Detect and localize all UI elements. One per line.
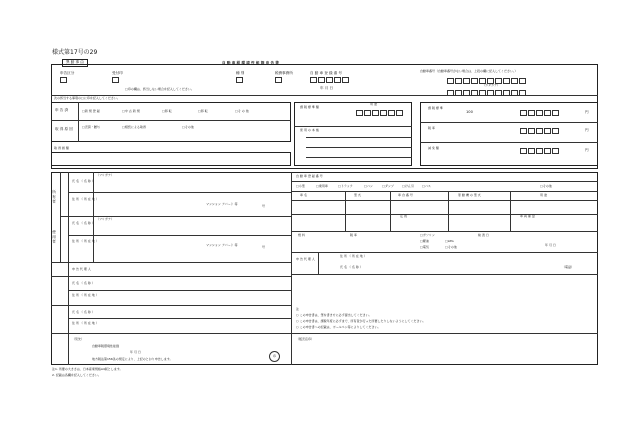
form-number: 様式第17号の29 [52, 49, 98, 56]
tax-calc-box [420, 102, 598, 166]
purpose-row1-opt2[interactable]: □中 古 新 規 [122, 109, 140, 113]
address-label-4: 住 所 （ 所 在 地 ） [72, 321, 99, 325]
user-section-label: 使 用 者 [52, 230, 57, 244]
type-label: 種 別 [236, 71, 245, 75]
purpose-row2-opt3[interactable]: □その他 [182, 125, 194, 129]
bottom-label-1: （宛先） [72, 337, 85, 341]
inspection-label: 検 査 日 [478, 233, 489, 237]
tax-office-label: 申告区分 [60, 71, 75, 75]
tax-base-label: 課 税 標 準 額 [300, 105, 319, 109]
note-check: □印の欄は、該当しない場合を記入してください。 [125, 87, 194, 91]
agent-label: 申 告 代 理 人 [296, 257, 315, 261]
name-label-1: 氏 名 （ 名 称 ） [72, 179, 95, 183]
body-type-opt4[interactable]: □バン [364, 184, 373, 188]
body-type-opt6[interactable]: □けん引 [402, 184, 414, 188]
fuel-opt1[interactable]: □ガソリン [420, 233, 435, 237]
right-tax-cells[interactable] [520, 110, 559, 116]
usage-label: 用 途 [370, 102, 377, 106]
acquisition-note: 取 得 価 額 [54, 146, 69, 150]
vehicle-number-label-top: 自 動 車 登 録 番 号 [310, 71, 343, 75]
seal-label: 印 [273, 354, 277, 358]
vehicle-col-2: 型 式 [354, 193, 361, 197]
right-tax-label: 課 税 標 準 [428, 106, 443, 110]
reception-label: 受付印 [112, 71, 123, 75]
currency-1: 円 [585, 110, 589, 114]
acquisition-box [51, 152, 291, 166]
date-right: 年 月 日 [545, 243, 556, 247]
body-type-opt7[interactable]: □バス [422, 184, 431, 188]
purpose-row1-opt1[interactable]: □新 規 登 録 [82, 109, 100, 113]
purpose-row1-opt4[interactable]: □移 転 [198, 109, 208, 113]
right-reduce-label: 減 免 額 [428, 146, 439, 150]
date-bottom: 年 月 日 [130, 350, 141, 354]
capacity-label: 定 員 [400, 214, 407, 218]
furigana-label-1: （フリガナ） [96, 173, 114, 177]
section-header: 異 動 事 由 [62, 59, 88, 67]
currency-2: 円 [585, 128, 589, 132]
fuel-label: 燃 料 [298, 233, 305, 237]
furigana-label-2: （フリガナ） [96, 217, 114, 221]
mansion-label-2: マンション アパート 等 [206, 243, 238, 247]
date-label-top: 年 月 日 [320, 86, 334, 90]
agent-phone-label: （電話） [562, 265, 575, 269]
note-1: ○ この申告書は、筆を書き方に必ず提出してください。 [296, 313, 372, 317]
name-label-4: 氏 名 （ 名 称 ） [72, 310, 95, 314]
vehicle-col-3: 車 台 番 号 [398, 193, 413, 197]
address-label-1: 住 所 （ 所 在 地 ） [72, 197, 99, 201]
kana-label: （カタカナ） [482, 83, 501, 87]
name-label-2: 氏 名 （ 名 称 ） [72, 221, 95, 225]
purpose-heading: 次の該当する事項の□に印を記入してください。 [54, 96, 120, 100]
bottom-label-3: 地方税法第156条の規定により、上記のとおり申告します。 [92, 357, 173, 361]
dealer-label: （販売店印） [296, 337, 315, 341]
purpose-row2-opt2[interactable]: □相続による取得 [122, 125, 146, 129]
fuel-opt5[interactable]: □その他 [445, 245, 457, 249]
bottom-label-2: 自動車税環境性能割 [92, 344, 120, 348]
room-label-1: 号 [262, 204, 266, 208]
notes-heading: 注 [296, 307, 300, 311]
address-label-2: 住 所 （ 所 在 地 ） [72, 239, 99, 243]
tax-office-cells[interactable] [60, 77, 67, 83]
weight-label: 車 両 重 量 [520, 214, 535, 218]
right-note: 自動車番号（自動車番号がない場合は、上段の欄に記入してください。） [420, 69, 518, 73]
address-label-3: 住 所 （ 所 在 地 ） [72, 293, 99, 297]
room-label-2: 号 [262, 245, 266, 249]
fuel-opt3[interactable]: □LPG [445, 239, 454, 243]
vehicle-number-cells[interactable] [310, 77, 349, 83]
agent-row-label: 申 告 代 理 人 [72, 267, 91, 271]
footnote-1: 注1. 所要の大きさは、日本産業規格A4版とします。 [52, 367, 123, 371]
reception-cells[interactable] [112, 77, 119, 83]
body-type-opt2[interactable]: □乗用車 [316, 184, 328, 188]
tax-rate-label: 税 率 [350, 233, 357, 237]
vehicle-table-heading: 自 動 車 登 録 番 号 [296, 174, 323, 178]
agent-address-label: 住 所 （ 所 在 地 ） [340, 254, 367, 258]
tax-base-cells[interactable] [356, 110, 403, 116]
vehicle-col-1: 車 名 [300, 193, 307, 197]
note-2: ○ この申告書は、課税年度に必ずまで、所有者が行った所要したりしないようにしてください。 [296, 319, 426, 323]
body-type-opt1[interactable]: □小型 [296, 184, 305, 188]
body-type-opt8[interactable]: □その他 [540, 184, 552, 188]
note-3: ○ この申告書への記載は、ボールペン等によりしてください。 [296, 325, 381, 329]
currency-3: 円 [585, 148, 589, 152]
vehicle-col-5: 用 途 [540, 193, 547, 197]
right-rate-cells[interactable] [520, 128, 559, 134]
purpose-row2-label: 取 得 原 因 [55, 127, 73, 131]
tax-division-label: 税務事務所 [275, 71, 293, 75]
type-cells[interactable] [236, 77, 243, 83]
form-title: 自 動 車 税 環 境 性 能 割 申 告 書 [222, 61, 279, 65]
body-type-opt5[interactable]: □ダンプ [382, 184, 394, 188]
fuel-opt2[interactable]: □軽油 [420, 239, 429, 243]
right-num1: 100 [466, 110, 473, 114]
name-label-3: 氏 名 （ 名 称 ） [72, 281, 95, 285]
tax-division-cells[interactable] [275, 77, 282, 83]
purpose-row1-opt5[interactable]: □そ の 他 [235, 109, 249, 113]
owner-section-label: 所 有 者 [52, 190, 57, 204]
right-reduce-cells[interactable] [520, 148, 559, 154]
purpose-row1-label: 申 告 済 [55, 108, 69, 112]
fuel-opt4[interactable]: □電気 [420, 245, 429, 249]
purpose-box [51, 102, 291, 142]
mansion-label-1: マンション アパート 等 [206, 202, 238, 206]
purpose-row1-opt3[interactable]: □移 転 [162, 109, 172, 113]
transfer-label: 使 用 の 本 拠 [300, 128, 319, 132]
vehicle-col-4: 原 動 機 の 型 式 [458, 193, 481, 197]
purpose-row2-opt1[interactable]: □売買・贈与 [82, 125, 100, 129]
agent-name-label: 氏 名 （ 名 称 ） [340, 265, 363, 269]
right-rate-label: 税 率 [428, 126, 435, 130]
footnote-2: 2. 記載は各欄を記入してください。 [52, 373, 101, 377]
body-type-opt3[interactable]: □トラック [338, 184, 353, 188]
